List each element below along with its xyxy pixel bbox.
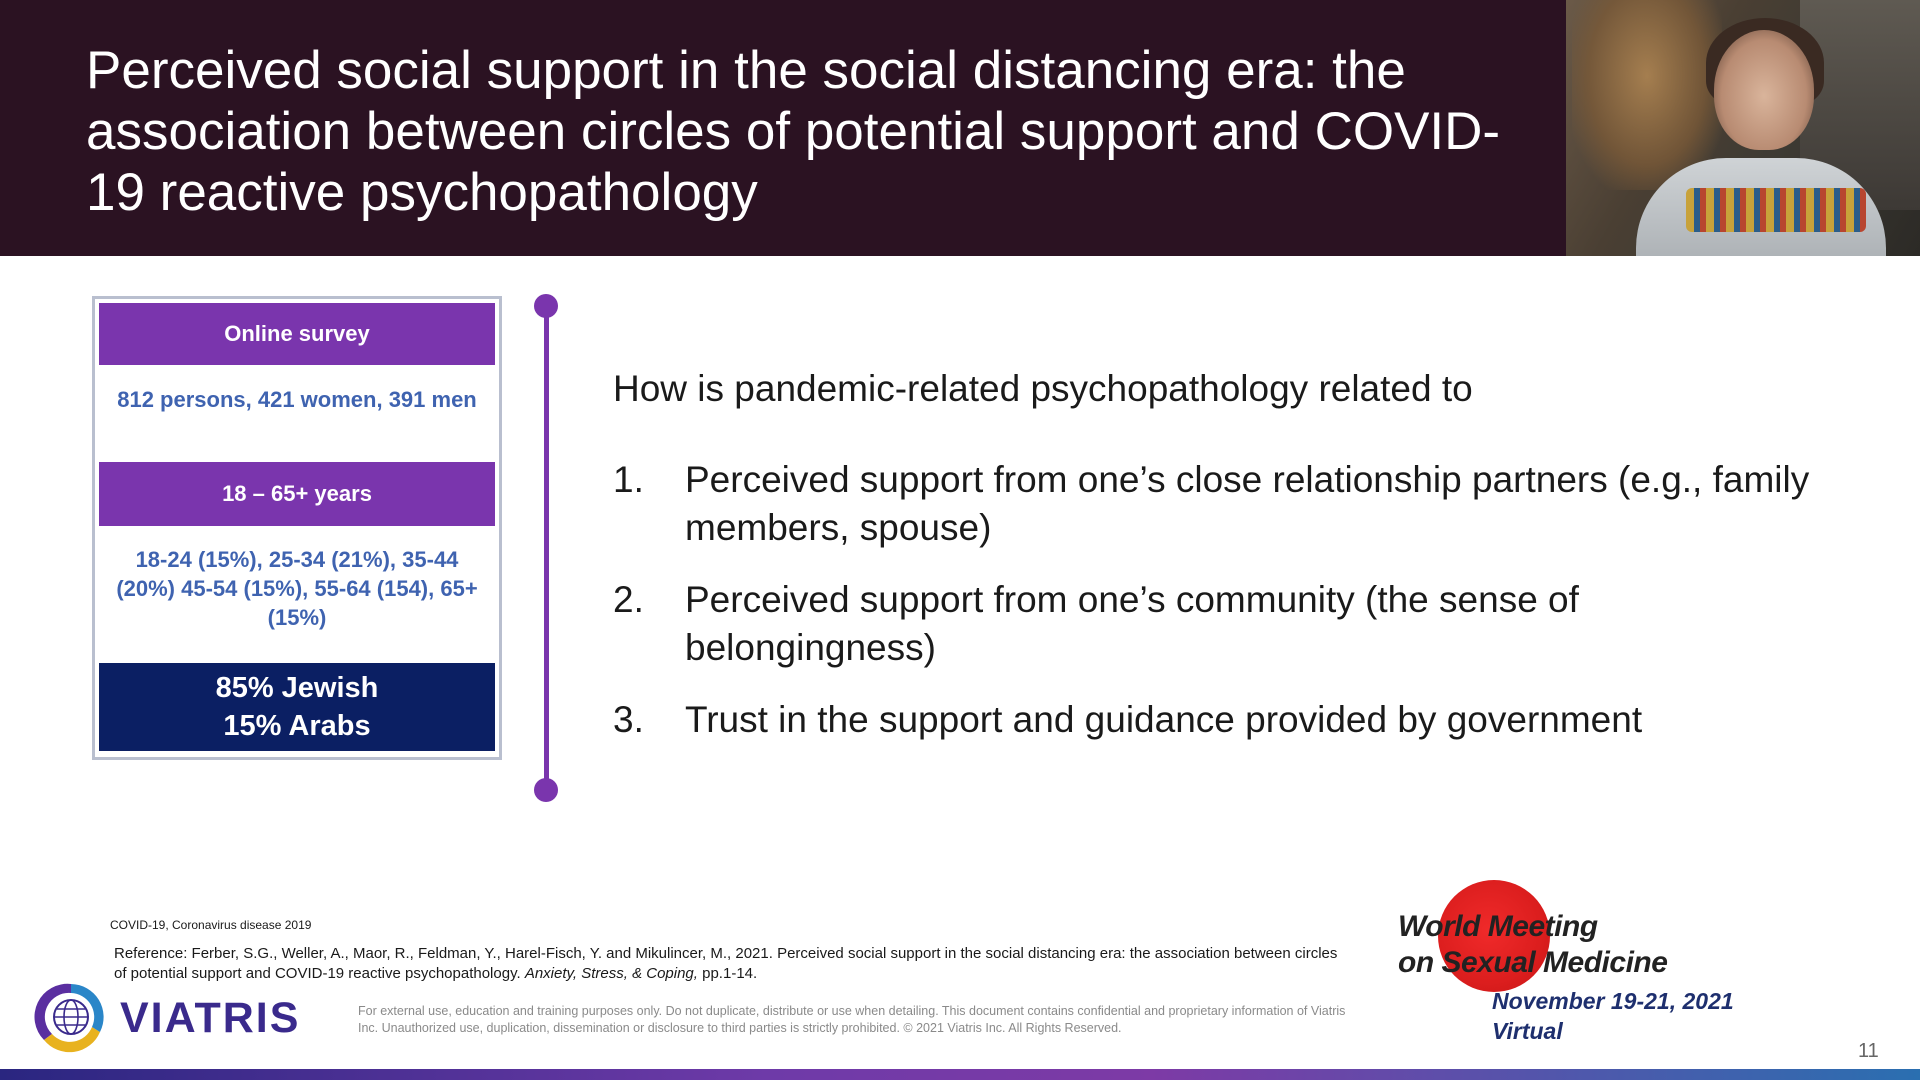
globe-logo-icon: [34, 980, 108, 1054]
research-question: How is pandemic-related psychopathology related to: [613, 368, 1473, 409]
list-item: [613, 456, 1813, 552]
research-question-list: [613, 456, 1813, 768]
event-mode: Virtual: [1492, 1018, 1563, 1044]
page-number: 11: [1858, 1040, 1879, 1062]
info-age-range: 18 – 65+ years: [99, 462, 495, 526]
viatris-logo: [34, 980, 304, 1056]
info-online-survey: Online survey: [99, 303, 495, 365]
list-item: [613, 696, 1813, 744]
timeline-divider: [544, 306, 549, 790]
list-item-text: Trust in the support and guidance provided by government: [685, 699, 1643, 740]
abbreviation-note: COVID-19, Coronavirus disease 2019: [110, 918, 312, 932]
reference-journal: Anxiety, Stress, & Coping,: [524, 965, 698, 982]
info-ethnicity-jewish: 85% Jewish: [215, 672, 379, 704]
list-item-number: 3.: [613, 699, 644, 740]
list-item-number: 2.: [613, 579, 644, 620]
timeline-dot-top: [534, 294, 558, 318]
list-item-text: Perceived support from one’s close relationship partners (e.g., family members, spouse): [685, 459, 1810, 548]
reference-citation: [114, 944, 1344, 984]
slide-title: Perceived social support in the social distancing era: the association between circles of potential support and COVID-19 reactive psychopathology: [86, 41, 1501, 222]
info-age-breakdown: 18-24 (15%), 25-34 (21%), 35-44 (20%) 45-54 (15%), 55-64 (154), 65+ (15%): [99, 529, 495, 659]
study-info-box: [92, 296, 502, 760]
info-ethnicity-arabs: 15% Arabs: [223, 710, 371, 742]
speaker-scarf: [1686, 188, 1866, 232]
info-participants: 812 persons, 421 women, 391 men: [99, 369, 495, 459]
list-item-number: 1.: [613, 459, 644, 500]
reference-pages: pp.1-14.: [702, 965, 758, 982]
reference-prefix: Reference: Ferber, S.G., Weller, A., Maor, R., Feldman, Y., Harel-Fisch, Y. and Mikulincer, M., 2021. Perceived social support in the social distancing era: the association between circles of potential support and COVID-19 reactive psychopathology.: [114, 945, 1338, 982]
event-title-line1: World Meeting: [1398, 910, 1598, 943]
event-branding: [1390, 880, 1770, 1050]
list-item: [613, 576, 1813, 672]
list-item-text: Perceived support from one’s community (the sense of belongingness): [685, 579, 1579, 668]
info-ethnicity: [99, 663, 495, 751]
speaker-face: [1714, 30, 1814, 150]
event-title-line2: on Sexual Medicine: [1398, 946, 1668, 979]
bottom-gradient-bar: [0, 1069, 1920, 1080]
legal-disclaimer: For external use, education and training purposes only. Do not duplicate, distribute or use when detailing. This document contains confidential and proprietary information of Viatris Inc. Unauthorized use, duplication, dissemination or disclosure to third parties is strictly prohibited. © 2021 Viatris Inc. All Rights Reserved.: [358, 1004, 1346, 1035]
logo-wordmark: VIATRIS: [120, 994, 301, 1042]
timeline-dot-bottom: [534, 778, 558, 802]
event-date: November 19-21, 2021: [1492, 988, 1734, 1014]
speaker-video-feed: [1566, 0, 1920, 256]
